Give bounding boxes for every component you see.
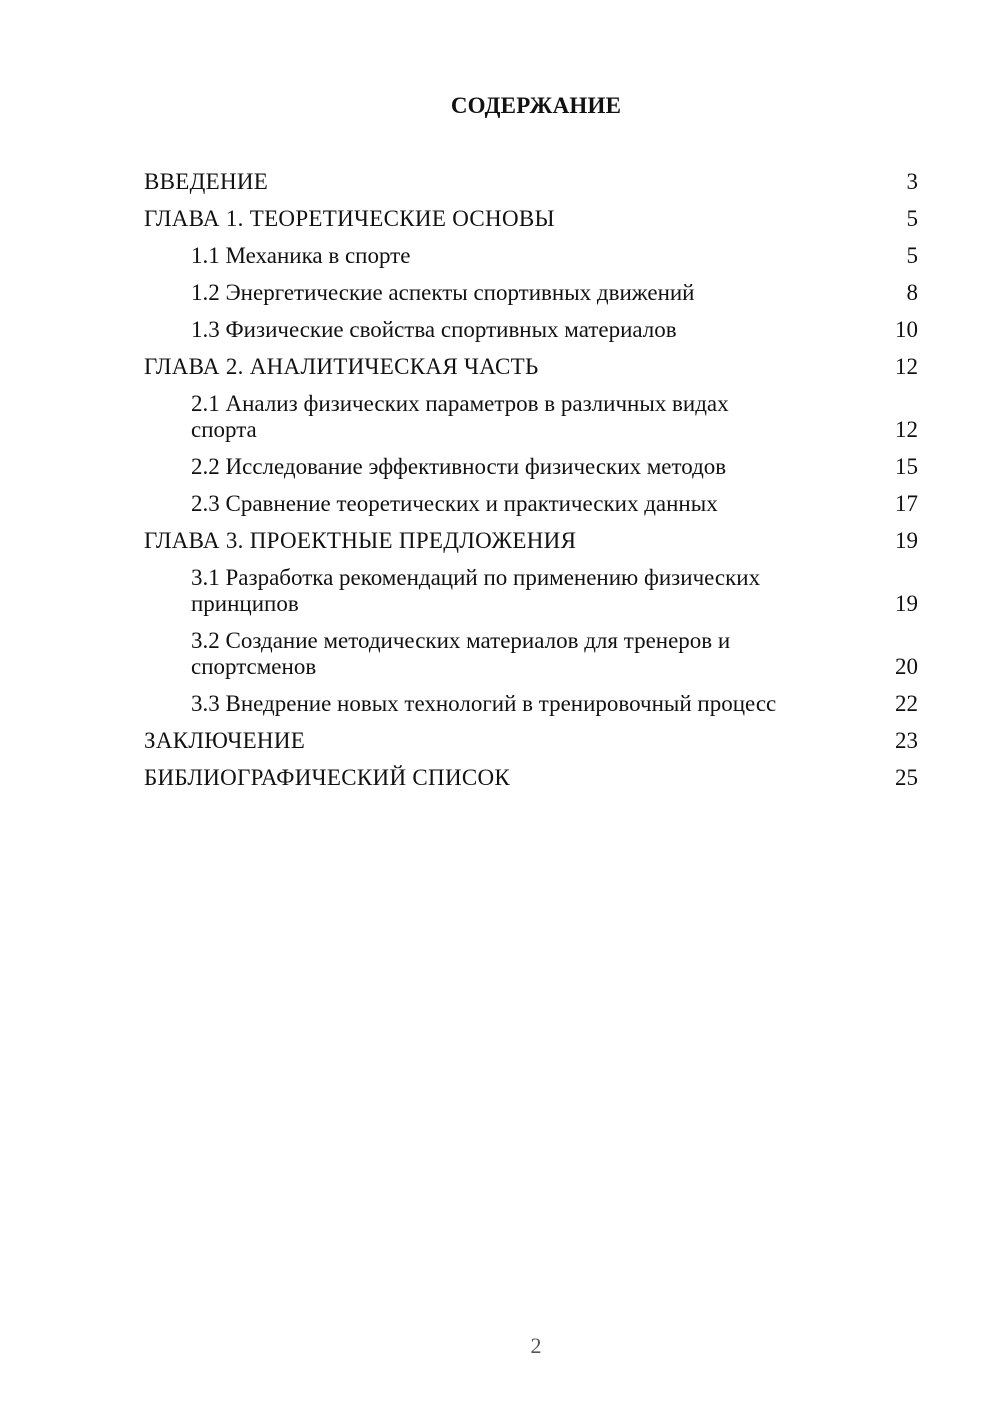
toc-entry [144,169,918,195]
toc-entry-page: 5 [906,243,918,268]
toc-entry-page: 22 [895,691,918,716]
toc-entry [144,528,918,554]
toc-entry-label: ГЛАВА 1. ТЕОРЕТИЧЕСКИЕ ОСНОВЫ [144,206,555,231]
toc-entry-label: 1.3 Физические свойства спортивных материалов [191,317,677,342]
toc-subentry [144,454,918,480]
toc-entry-label: 2.2 Исследование эффективности физических методов [191,454,727,479]
toc-entry-label: ГЛАВА 3. ПРОЕКТНЫЕ ПРЕДЛОЖЕНИЯ [144,528,577,553]
toc-entry-page: 20 [895,654,918,679]
toc-entry-page: 15 [895,454,918,479]
toc-subentry [144,317,918,343]
toc-entry-label: БИБЛИОГРАФИЧЕСКИЙ СПИСОК [144,765,511,790]
toc-entry-page: 12 [895,354,918,379]
page-number: 2 [530,1333,542,1358]
toc-subentry [144,565,918,617]
toc-entry-page: 8 [906,280,918,305]
toc-subentry [144,628,918,680]
toc-entry-label: 3.2 Создание методических материалов для тренеров и спортсменов [191,628,731,679]
toc-entry-page: 10 [895,317,918,342]
toc-entry [144,354,918,380]
toc-entry-label: 1.2 Энергетические аспекты спортивных движений [191,280,695,305]
toc-entry-label: 2.3 Сравнение теоретических и практических данных [191,491,718,516]
toc-entry-label: ГЛАВА 2. АНАЛИТИЧЕСКАЯ ЧАСТЬ [144,354,539,379]
toc-entry [144,206,918,232]
toc-entry-page: 3 [906,169,918,194]
toc-entry-page: 5 [906,206,918,231]
toc-entry-label: 3.3 Внедрение новых технологий в тренировочный процесс [191,691,777,716]
toc-subentry [144,691,918,717]
toc-entry-label: 2.1 Анализ физических параметров в различных видах спорта [191,391,729,442]
toc-entry-label: ВВЕДЕНИЕ [144,169,269,194]
toc-entry [144,765,918,791]
toc-entry-page: 19 [895,528,918,553]
toc-title: СОДЕРЖАНИЕ [450,93,622,118]
toc-subentry [144,391,918,443]
toc-entry-label: ЗАКЛЮЧЕНИЕ [144,728,306,753]
toc-entry-label: 1.1 Механика в спорте [191,243,411,268]
toc-entry [144,728,918,754]
table-of-contents [144,169,918,802]
toc-entry-label: 3.1 Разработка рекомендаций по применению физических принципов [191,565,761,616]
toc-entry-page: 19 [895,591,918,616]
toc-entry-page: 17 [895,491,918,516]
toc-subentry [144,280,918,306]
toc-entry-page: 23 [895,728,918,753]
toc-subentry [144,491,918,517]
toc-subentry [144,243,918,269]
toc-entry-page: 25 [895,765,918,790]
toc-entry-page: 12 [895,417,918,442]
